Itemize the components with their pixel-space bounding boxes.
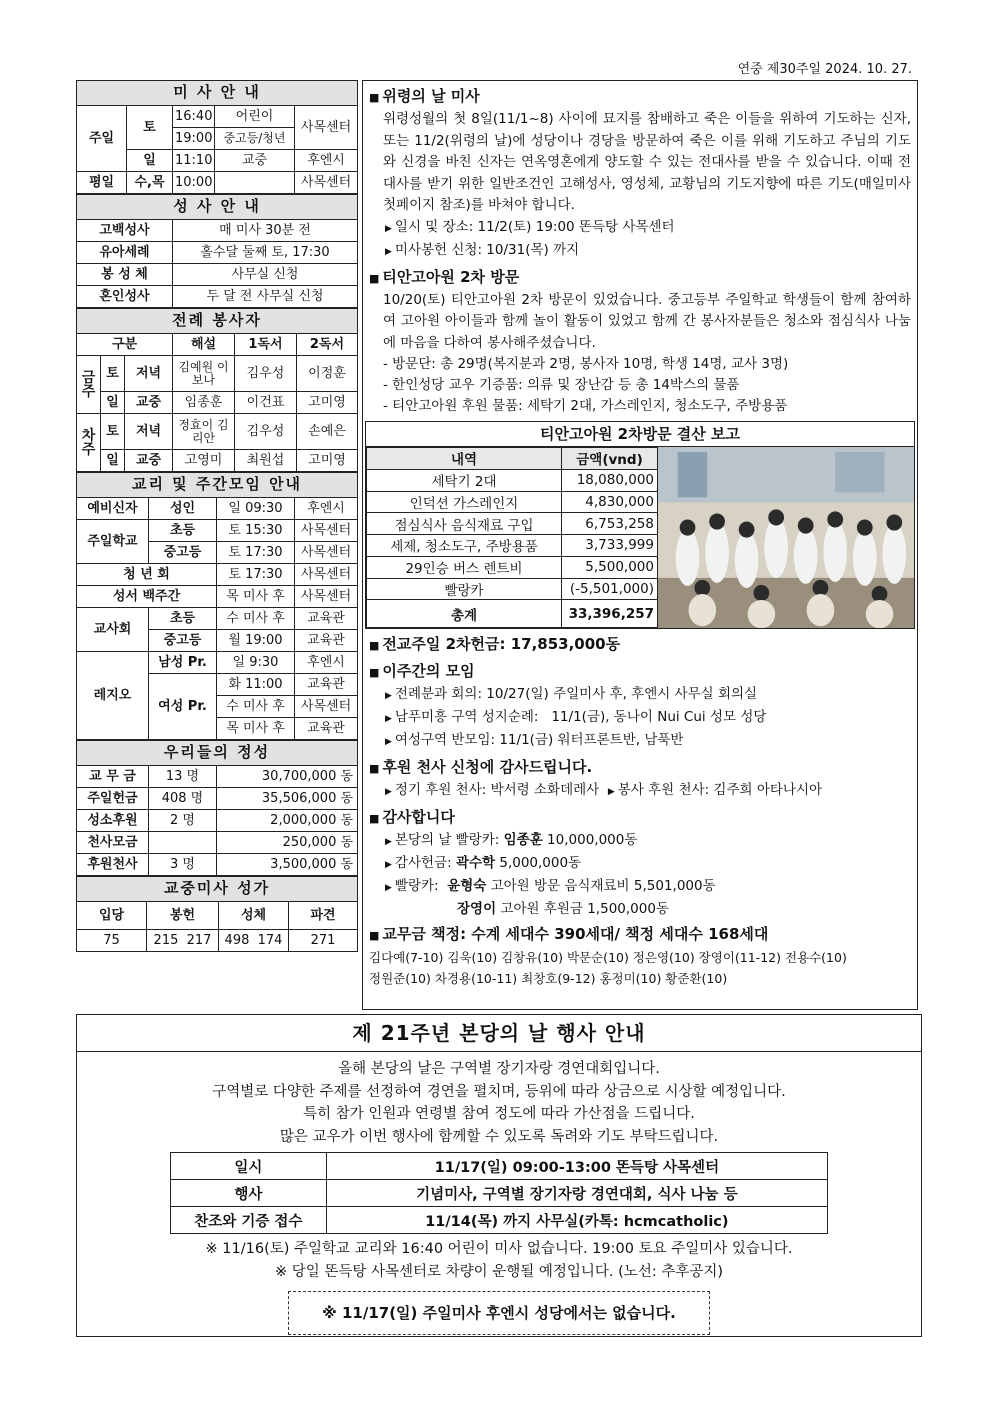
offering-count: 2 명: [149, 810, 217, 832]
sacrament-title: 성 사 안 내: [77, 195, 358, 220]
sat-label: 토: [101, 356, 125, 392]
mass-group: 어린이: [215, 106, 295, 128]
sacrament-value: 사무실 신청: [173, 264, 358, 286]
offering-label: 교 무 금: [77, 766, 149, 788]
dash-item: - 한인성당 교우 기증품: 의류 및 장난감 등 총 14박스의 물품: [383, 377, 740, 393]
time: 토 17:30: [217, 564, 295, 586]
doctrine-title: 교리 및 주간모임 안내: [77, 473, 358, 498]
offering-amount: 35,506,000 동: [217, 788, 358, 810]
offering-count: 408 명: [149, 788, 217, 810]
place: 교육관: [295, 630, 358, 652]
mass-place: 후엔시: [295, 150, 358, 172]
elem-label: 초등: [149, 520, 217, 542]
mass-group: 중고등/청년: [215, 128, 295, 150]
t-elem-label: 초등: [149, 608, 217, 630]
mission-offering-section: [369, 633, 911, 657]
report-amount: 6,753,258: [562, 513, 658, 535]
bullet-item: ▶ 남푸미흥 구역 성지순례: 11/1(금), 동나이 Nui Cui 성모 성당: [385, 709, 767, 726]
hymn-number: 271: [289, 930, 358, 952]
bullet-item: ▶ 본당의 날 빨랑카: 임종훈 10,000,000동: [385, 832, 638, 849]
bullet-item: ▶ 미사봉헌 신청: 10/31(목) 까지: [385, 241, 580, 258]
commentator: 고영미: [173, 450, 235, 472]
bullet-item: ▶ 빨랑카: 윤형숙 고아원 방문 음식재료비 5,501,000동: [385, 878, 716, 895]
triangle-bullet-icon: ▶: [385, 787, 392, 798]
teachers-label: 교사회: [77, 608, 149, 652]
section-title: ■ 감사합니다: [369, 806, 911, 830]
time: 일 9:30: [217, 652, 295, 674]
mass-group: [215, 172, 295, 194]
group-photo: [658, 447, 914, 628]
hymn-header: 입당: [77, 902, 147, 930]
mass-time: 10:00: [173, 172, 215, 194]
hymn-number: 215 217: [147, 930, 219, 952]
sunday-label: 주일: [77, 106, 127, 172]
liturgy-title: 전례 봉사자: [77, 309, 358, 334]
section-title: ■ 티안고아원 2차 방문: [369, 266, 911, 290]
place: 교육관: [295, 718, 358, 740]
hymn-number: 498 174: [219, 930, 289, 952]
catechumen-label: 예비신자: [77, 498, 149, 520]
sponsor-section: [369, 756, 911, 803]
bulletin-date: 연중 제30주일 2024. 10. 27.: [737, 62, 912, 77]
wed-thu-label: 수,목: [127, 172, 173, 194]
hymn-header: 파견: [289, 902, 358, 930]
female-pr-label: 여성 Pr.: [149, 674, 217, 740]
event-value: 기념미사, 구역별 장기자랑 경연대회, 식사 나눔 등: [326, 1180, 827, 1207]
time: 수 미사 후: [217, 696, 295, 718]
mass-time: 16:40: [173, 106, 215, 128]
place: 사목센터: [295, 542, 358, 564]
tithe-section: [369, 923, 911, 989]
triangle-bullet-icon: ▶: [385, 883, 392, 894]
bible-label: 성서 백주간: [77, 586, 217, 608]
saturday-label: 토: [127, 106, 173, 150]
evening-label: 저녁: [125, 414, 173, 450]
tithe-names: 김다예(7-10) 김욱(10) 김창유(10) 박문순(10) 정은영(10) 장영이(11-12) 전용수(10): [369, 950, 847, 966]
liturgy-header: 구분: [77, 334, 173, 356]
bullet-item: ▶ 여성구역 반모임: 11/1(금) 워터프론트반, 남푹반: [385, 732, 684, 749]
section-body: 위령성월의 첫 8일(11/1~8) 사이에 묘지를 참배하고 죽은 이들을 위하여 기도하는 신자, 또는 11/2(위령의 날)에 성당이나 경당을 방문하여 죽은 이를 위해 기도하고 주님의 기도와 신경을 바친 신자는 연옥영혼에게 양도할 수 있는 전대사를 받을 수 있습니다. 이때 전대사를 받기 위한 일반조건인 고해성사, 영성체, 교황님의 기도지향에 따른 기도(매일미사 첫페이지 참조)를 바쳐야 합니다.: [383, 111, 911, 213]
section-title: ■ 위령의 날 미사: [369, 85, 911, 109]
triangle-bullet-icon: ▶: [607, 787, 615, 798]
offering-count: 13 명: [149, 766, 217, 788]
offering-amount: 3,500,000 동: [217, 854, 358, 876]
triangle-bullet-icon: ▶: [385, 691, 392, 702]
sacrament-table: [76, 194, 358, 308]
youth-label: 청 년 회: [77, 564, 217, 586]
liturgy-header: 해설: [173, 334, 235, 356]
parish-day-notice: [76, 1014, 922, 1337]
report-item: 빨랑카: [367, 578, 562, 600]
thanks-section: [369, 806, 911, 920]
reader-2: 손예은: [297, 414, 358, 450]
section-title: ■ 후원 천사 신청에 감사드립니다.: [369, 756, 911, 780]
reader-2: 고미영: [297, 450, 358, 472]
mass-place: 사목센터: [295, 106, 358, 150]
report-total: 33,396,257: [562, 600, 658, 628]
time: 수 미사 후: [217, 608, 295, 630]
bullet-item: ▶ 일시 및 장소: 11/2(토) 19:00 똔득탕 사목센터: [385, 218, 675, 235]
report-amount: 3,733,999: [562, 535, 658, 557]
sunday-school-label: 주일학교: [77, 520, 149, 564]
section-body: 10/20(토) 티안고아원 2차 방문이 있었습니다. 중고등부 주일학교 학생들이 함께 참여하여 고아원 아이들과 함께 놀이 활동이 있었고 함께 간 봉사자분들은 청소와 점심식사 나눔에 마음을 다하여 봉사해주셨습니다.: [383, 291, 911, 351]
report-amount: (-5,501,000): [562, 578, 658, 600]
bullet-item: ▶ 감사헌금: 곽수학 5,000,000동: [385, 855, 582, 872]
right-column: [362, 80, 918, 1010]
next-week-label: 차 주: [77, 414, 101, 472]
time: 토 15:30: [217, 520, 295, 542]
triangle-bullet-icon: ▶: [385, 714, 392, 725]
event-key: 행사: [171, 1180, 327, 1207]
sat-label: 토: [101, 414, 125, 450]
sacrament-label: 유아세례: [77, 242, 173, 264]
notice-note: ※ 11/16(토) 주일학교 교리와 16:40 어린이 미사 없습니다. 19:00 토요 주일미사 있습니다.: [205, 1241, 793, 1257]
sacrament-value: 홀수달 둘째 토, 17:30: [173, 242, 358, 264]
male-pr-label: 남성 Pr.: [149, 652, 217, 674]
liturgy-table: [76, 308, 358, 472]
t-mid-label: 중고등: [149, 630, 217, 652]
time: 목 미사 후: [217, 586, 295, 608]
report-item: 점심식사 음식재료 구입: [367, 513, 562, 535]
adult-label: 성인: [149, 498, 217, 520]
offering-label: 천사모금: [77, 832, 149, 854]
sacrament-label: 고백성사: [77, 220, 173, 242]
liturgy-header: 1독서: [235, 334, 297, 356]
place: 후엔시: [295, 498, 358, 520]
reader-1: 김우성: [235, 356, 297, 392]
place: 후엔시: [295, 652, 358, 674]
orphanage-section: [369, 266, 911, 418]
this-week-label: 금 주: [77, 356, 101, 414]
group-photo-image: [658, 447, 914, 628]
commentator: 정효이 김리안: [173, 414, 235, 450]
event-key: 일시: [171, 1153, 327, 1180]
offering-count: [149, 832, 217, 854]
hymn-header: 봉헌: [147, 902, 219, 930]
place: 교육관: [295, 608, 358, 630]
mass-place: 사목센터: [295, 172, 358, 194]
report-item: 인덕션 가스레인지: [367, 491, 562, 513]
offering-count: 3 명: [149, 854, 217, 876]
event-value: 11/17(일) 09:00-13:00 똔득탕 사목센터: [326, 1153, 827, 1180]
dash-item: - 티안고아원 후원 물품: 세탁기 2대, 가스레인지, 청소도구, 주방용품: [383, 398, 788, 414]
triangle-bullet-icon: ▶: [385, 223, 392, 234]
tithe-names: 정원준(10) 차경용(10-11) 최창호(9-12) 홍정미(10) 황준환(10): [369, 971, 728, 987]
offering-title: 우리들의 정성: [77, 741, 358, 766]
report-amount: 18,080,000: [562, 469, 658, 491]
sacrament-label: 봉 성 체: [77, 264, 173, 286]
offering-label: 주일헌금: [77, 788, 149, 810]
sacrament-value: 두 달 전 사무실 신청: [173, 286, 358, 308]
notice-line: 많은 교우가 이번 행사에 함께할 수 있도록 독려와 기도 부탁드립니다.: [279, 1128, 719, 1145]
legio-label: 레지오: [77, 652, 149, 740]
report-table: [366, 447, 658, 628]
hymn-header: 성체: [219, 902, 289, 930]
place: 사목센터: [295, 520, 358, 542]
time: 일 09:30: [217, 498, 295, 520]
mass-group: 교중: [215, 150, 295, 172]
report-item: 29인승 버스 렌트비: [367, 556, 562, 578]
place: 교육관: [295, 674, 358, 696]
event-key: 찬조와 기증 접수: [171, 1207, 327, 1234]
reader-1: 김우성: [235, 414, 297, 450]
offering-label: 후원천사: [77, 854, 149, 876]
reader-1: 최원섭: [235, 450, 297, 472]
liturgy-header: 2독서: [297, 334, 358, 356]
time: 토 17:30: [217, 542, 295, 564]
event-value: 11/14(목) 까지 사무실(카톡: hcmcatholic): [326, 1207, 827, 1234]
place: 사목센터: [295, 586, 358, 608]
event-table: [170, 1152, 828, 1234]
doctrine-table: [76, 472, 358, 740]
bullet-item: 장영이 고아원 후원금 1,500,000동: [457, 901, 669, 918]
triangle-bullet-icon: ▶: [385, 860, 392, 871]
triangle-bullet-icon: ▶: [385, 246, 392, 257]
report-total-label: 총계: [367, 600, 562, 628]
left-column: [76, 80, 357, 952]
report-amount: 5,500,000: [562, 556, 658, 578]
sunday-day-label: 일: [127, 150, 173, 172]
report-item: 세제, 청소도구, 주방용품: [367, 535, 562, 557]
hymn-table: [76, 876, 358, 952]
mass-title: 미 사 안 내: [77, 81, 358, 106]
place: 사목센터: [295, 564, 358, 586]
report-amount: 4,830,000: [562, 491, 658, 513]
sun-label: 일: [101, 392, 125, 414]
sun-label: 일: [101, 450, 125, 472]
section-title: ■ 전교주일 2차헌금: 17,853,000동: [369, 633, 911, 657]
place: 사목센터: [295, 696, 358, 718]
offering-amount: 30,700,000 동: [217, 766, 358, 788]
report-item: 세탁기 2대: [367, 469, 562, 491]
section-title: ■ 이주간의 모임: [369, 660, 911, 684]
reader-2: 고미영: [297, 392, 358, 414]
section-title: ■ 교무금 책정: 수계 세대수 390세대/ 책정 세대수 168세대: [369, 923, 911, 947]
notice-line: 특히 참가 인원과 연령별 참여 정도에 따라 가산점을 드립니다.: [303, 1106, 695, 1122]
dash-item: - 방문단: 총 29명(복지분과 2명, 봉사자 10명, 학생 14명, 교사 3명): [383, 356, 789, 372]
offering-amount: 250,000 동: [217, 832, 358, 854]
sacrament-label: 혼인성사: [77, 286, 173, 308]
all-souls-section: [369, 85, 911, 263]
hymn-number: 75: [77, 930, 147, 952]
hymn-title: 교중미사 성가: [77, 877, 358, 902]
bullet-item: ▶ 정기 후원 천사: 박서령 소화데레사 ▶ 봉사 후원 천사: 김주희 아타나시아: [385, 782, 823, 799]
weekday-label: 평일: [77, 172, 127, 194]
bullet-item: ▶ 전례분과 회의: 10/27(일) 주일미사 후, 후엔시 사무실 회의실: [385, 686, 758, 703]
sacrament-value: 매 미사 30분 전: [173, 220, 358, 242]
time: 화 11:00: [217, 674, 295, 696]
evening-label: 저녁: [125, 356, 173, 392]
reader-1: 이건표: [235, 392, 297, 414]
commentator: 김예원 이보나: [173, 356, 235, 392]
main-mass-label: 교중: [125, 392, 173, 414]
report-title: 티안고아원 2차방문 결산 보고: [366, 422, 914, 447]
report-header: 내역: [367, 448, 562, 470]
settlement-report: [365, 421, 915, 629]
notice-title: 제 21주년 본당의 날 행사 안내: [77, 1015, 921, 1052]
offering-label: 성소후원: [77, 810, 149, 832]
notice-highlight-box: ※ 11/17(일) 주일미사 후엔시 성당에서는 없습니다.: [288, 1291, 710, 1335]
time: 월 19:00: [217, 630, 295, 652]
mass-time: 19:00: [173, 128, 215, 150]
mid-label: 중고등: [149, 542, 217, 564]
reader-2: 이정훈: [297, 356, 358, 392]
triangle-bullet-icon: ▶: [385, 837, 392, 848]
mass-schedule-table: [76, 80, 358, 194]
main-mass-label: 교중: [125, 450, 173, 472]
meetings-section: [369, 660, 911, 753]
notice-note: ※ 당일 똔득탕 사목센터로 차량이 운행될 예정입니다. (노선: 추후공지): [274, 1263, 724, 1280]
mass-time: 11:10: [173, 150, 215, 172]
time: 목 미사 후: [217, 718, 295, 740]
notice-line: 구역별로 다양한 주제를 선정하여 경연을 펼치며, 등위에 따라 상금으로 시상할 예정입니다.: [212, 1083, 786, 1100]
triangle-bullet-icon: ▶: [385, 737, 392, 748]
offering-amount: 2,000,000 동: [217, 810, 358, 832]
commentator: 임종훈: [173, 392, 235, 414]
notice-line: 올해 본당의 날은 구역별 장기자랑 경연대회입니다.: [338, 1061, 660, 1077]
offering-table: [76, 740, 358, 876]
report-header: 금액(vnd): [562, 448, 658, 470]
